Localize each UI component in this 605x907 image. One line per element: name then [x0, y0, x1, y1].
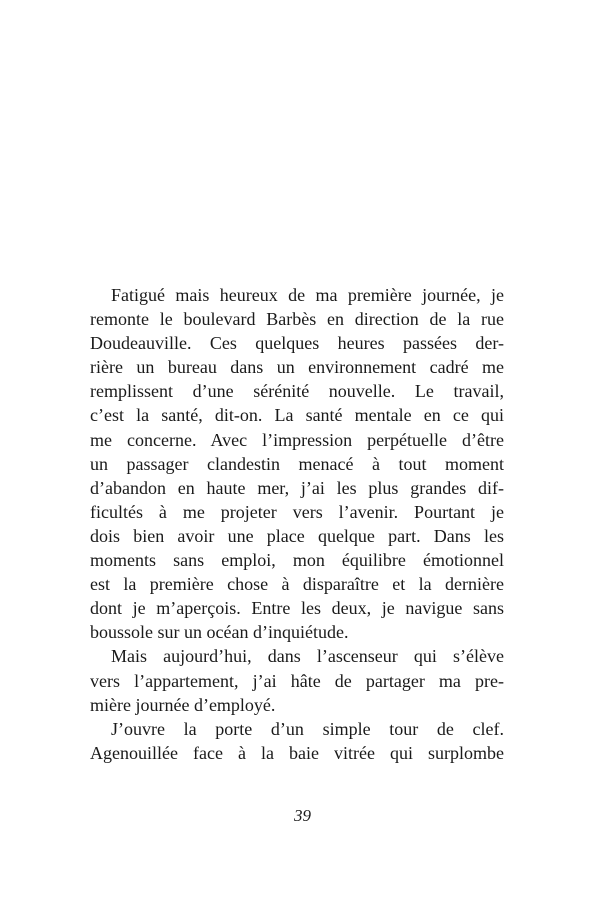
text-line: dois bien avoir une place quelque part. Dans les — [90, 525, 504, 546]
text-line: c’est la santé, dit-on. La santé mentale en ce qui — [90, 405, 504, 426]
text-line: me concerne. Avec l’impression perpétuelle d’être — [90, 429, 504, 450]
body-text — [90, 283, 504, 765]
text-line: d’abandon en haute mer, j’ai les plus grandes dif- — [90, 477, 504, 498]
text-line: vers l’appartement, j’ai hâte de partager ma pre- — [90, 670, 504, 691]
text-line: moments sans emploi, mon équilibre émotionnel — [90, 550, 504, 571]
text-line: est la première chose à disparaître et la dernière — [90, 574, 504, 595]
text-line: Fatigué mais heureux de ma première journée, je — [111, 285, 504, 305]
text-line: ficultés à me projeter vers l’avenir. Pourtant je — [90, 501, 504, 522]
text-line: un passager clandestin menacé à tout moment — [90, 453, 504, 474]
text-line: remplissent d’une sérénité nouvelle. Le travail, — [90, 381, 504, 402]
page-number: 39 — [294, 806, 311, 825]
text-line: J’ouvre la porte d’un simple tour de clef. — [111, 718, 504, 739]
text-line: mière journée d’employé. — [90, 694, 276, 715]
text-line: Mais aujourd’hui, dans l’ascenseur qui s’élève — [111, 646, 504, 667]
text-line: Doudeauville. Ces quelques heures passées der- — [90, 333, 504, 354]
text-line: boussole sur un océan d’inquiétude. — [90, 622, 349, 643]
text-line: dont je m’aperçois. Entre les deux, je navigue sans — [90, 598, 504, 619]
text-line: Agenouillée face à la baie vitrée qui surplombe — [90, 742, 504, 763]
text-line: rière un bureau dans un environnement cadré me — [90, 357, 504, 378]
text-line: remonte le boulevard Barbès en direction de la rue — [90, 309, 504, 330]
